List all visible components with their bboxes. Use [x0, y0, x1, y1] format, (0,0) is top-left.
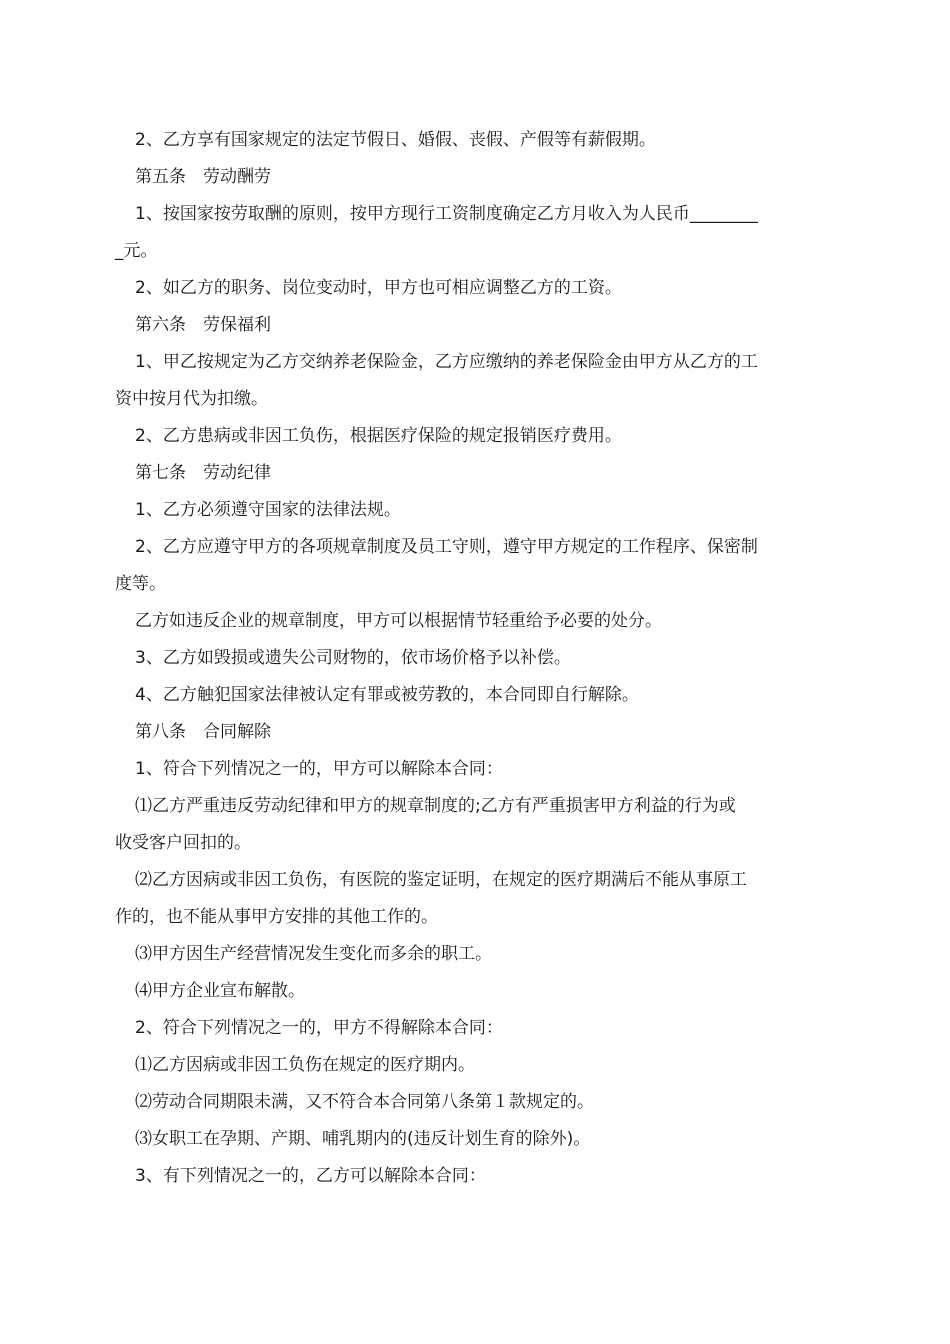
paragraph-24: ⑷甲方企业宣布解散。	[135, 981, 305, 1001]
document-page	[115, 122, 837, 1195]
paragraph-7: 1、甲乙按规定为乙方交纳养老保险金，乙方应缴纳的养老保险金由甲方从乙方的工	[135, 352, 758, 372]
paragraph-13: 度等。	[115, 574, 166, 594]
paragraph-26: ⑴乙方因病或非因工负伤在规定的医疗期内。	[135, 1055, 475, 1075]
paragraph-1: 2、乙方享有国家规定的法定节假日、婚假、丧假、产假等有薪假期。	[135, 130, 656, 150]
paragraph-29: 3、有下列情况之一的，乙方可以解除本合同：	[135, 1166, 486, 1186]
paragraph-3: 1、按国家按劳取酬的原则，按甲方现行工资制度确定乙方月收入为人民币________	[135, 204, 758, 224]
paragraph-20: 收受客户回扣的。	[115, 833, 251, 853]
paragraph-28: ⑶女职工在孕期、产期、哺乳期内的(违反计划生育的除外)。	[135, 1129, 591, 1149]
paragraph-4: _元。	[115, 241, 158, 261]
paragraph-11: 1、乙方必须遵守国家的法律法规。	[135, 500, 401, 520]
article-7-heading: 第七条 劳动纪律	[135, 463, 271, 483]
paragraph-25: 2、符合下列情况之一的，甲方不得解除本合同：	[135, 1018, 503, 1038]
article-5-heading: 第五条 劳动酬劳	[135, 167, 271, 187]
paragraph-19: ⑴乙方严重违反劳动纪律和甲方的规章制度的;乙方有严重损害甲方利益的行为或	[135, 796, 736, 816]
paragraph-22: 作的，也不能从事甲方安排的其他工作的。	[115, 907, 438, 927]
paragraph-18: 1、符合下列情况之一的，甲方可以解除本合同：	[135, 759, 503, 779]
paragraph-15: 3、乙方如毁损或遗失公司财物的，依市场价格予以补偿。	[135, 648, 571, 668]
paragraph-9: 2、乙方患病或非因工负伤，根据医疗保险的规定报销医疗费用。	[135, 426, 622, 446]
paragraph-5: 2、如乙方的职务、岗位变动时，甲方也可相应调整乙方的工资。	[135, 278, 622, 298]
paragraph-8: 资中按月代为扣缴。	[115, 389, 268, 409]
paragraph-21: ⑵乙方因病或非因工负伤，有医院的鉴定证明，在规定的医疗期满后不能从事原工	[135, 870, 747, 890]
paragraph-23: ⑶甲方因生产经营情况发生变化而多余的职工。	[135, 944, 492, 964]
article-8-heading: 第八条 合同解除	[135, 722, 271, 742]
paragraph-27: ⑵劳动合同期限未满，又不符合本合同第八条第１款规定的。	[135, 1092, 594, 1112]
paragraph-14: 乙方如违反企业的规章制度，甲方可以根据情节轻重给予必要的处分。	[135, 611, 662, 631]
paragraph-12: 2、乙方应遵守甲方的各项规章制度及员工守则，遵守甲方规定的工作程序、保密制	[135, 537, 758, 557]
paragraph-16: 4、乙方触犯国家法律被认定有罪或被劳教的，本合同即自行解除。	[135, 685, 639, 705]
article-6-heading: 第六条 劳保福利	[135, 315, 271, 335]
